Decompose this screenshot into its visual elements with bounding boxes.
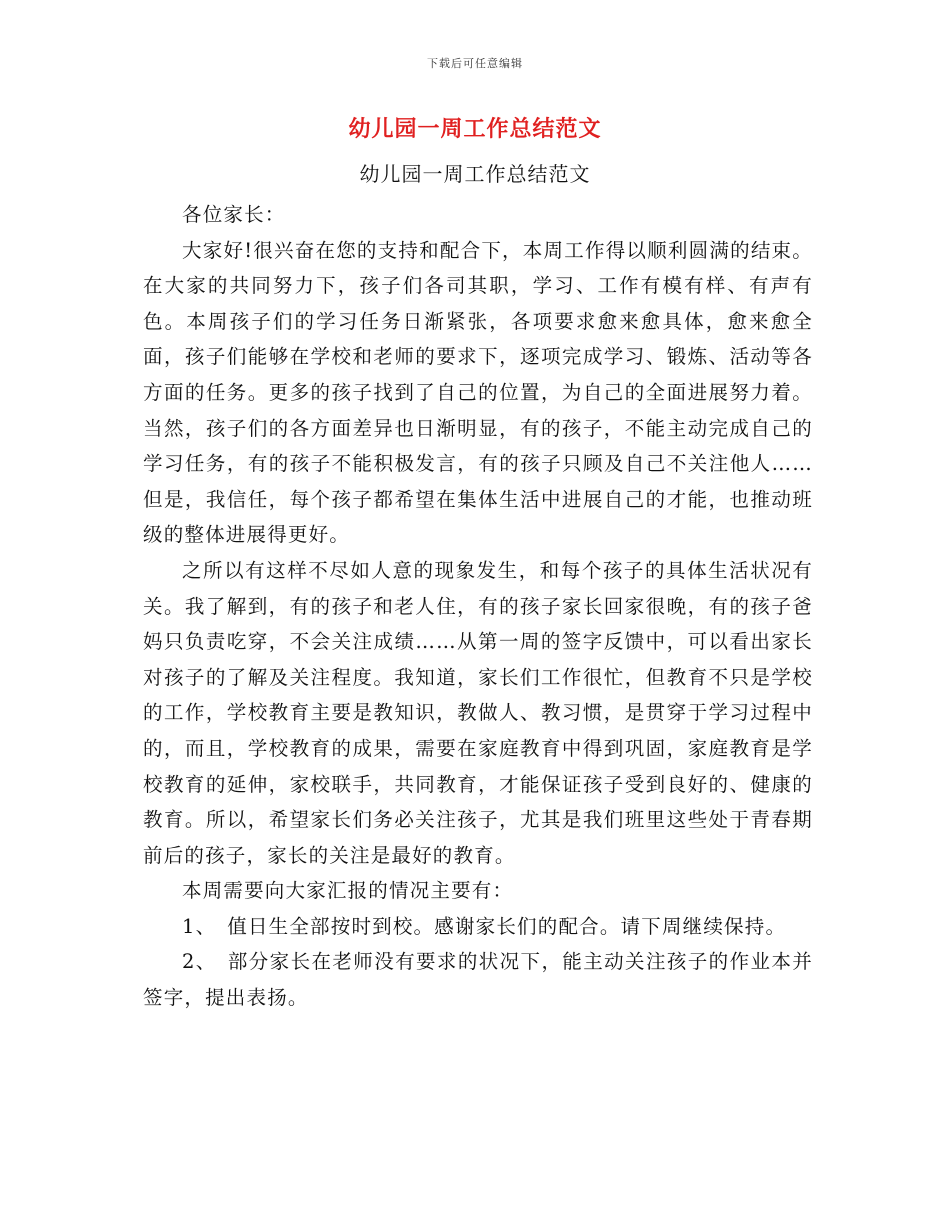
document-title: 幼儿园一周工作总结范文: [348, 116, 602, 142]
header-note: 下载后可任意编辑: [427, 57, 523, 70]
salutation-paragraph: 各位家长：: [182, 203, 286, 226]
document-body: [143, 197, 813, 1016]
body-paragraph: 本周需要向大家汇报的情况主要有：: [182, 879, 514, 903]
list-item: 1、 值日生全部按时到校。感谢家长们的配合。请下周继续保持。: [182, 914, 787, 938]
document-subtitle: 幼儿园一周工作总结范文: [359, 162, 591, 186]
body-paragraph: 之所以有这样不尽如人意的现象发生，和每个孩子的具体生活状况有关。我了解到，有的孩子和老人住，有的孩子家长回家很晚，有的孩子爸妈只负责吃穿，不会关注成绩……从第一周的签字反馈中，可以看出家长对孩子的了解及关注程度。我知道，家长们工作很忙，但教育不只是学校的工作，学校教育主要是教知识，教做人、教习惯，是贯穿于学习过程中的，而且，学校教育的成果，需要在家庭教育中得到巩固，家庭教育是学校教育的延伸，家校联手，共同教育，才能保证孩子受到良好的、健康的教育。所以，希望家长们务必关注孩子，尤其是我们班里这些处于青春期前后的孩子，家长的关注是最好的教育。: [143, 558, 813, 867]
list-item: 2、 部分家长在老师没有要求的状况下，能主动关注孩子的作业本并签字，提出表扬。: [143, 950, 813, 1010]
body-paragraph: 大家好!很兴奋在您的支持和配合下，本周工作得以顺利圆满的结束。在大家的共同努力下，孩子们各司其职，学习、工作有模有样、有声有色。本周孩子们的学习任务日渐紧张，各项要求愈来愈具体，愈来愈全面，孩子们能够在学校和老师的要求下，逐项完成学习、锻炼、活动等各方面的任务。更多的孩子找到了自己的位置，为自己的全面进展努力着。当然，孩子们的各方面差异也日渐明显，有的孩子，不能主动完成自己的学习任务，有的孩子不能积极发言，有的孩子只顾及自己不关注他人……但是，我信任，每个孩子都希望在集体生活中进展自己的才能，也推动班级的整体进展得更好。: [143, 238, 813, 547]
